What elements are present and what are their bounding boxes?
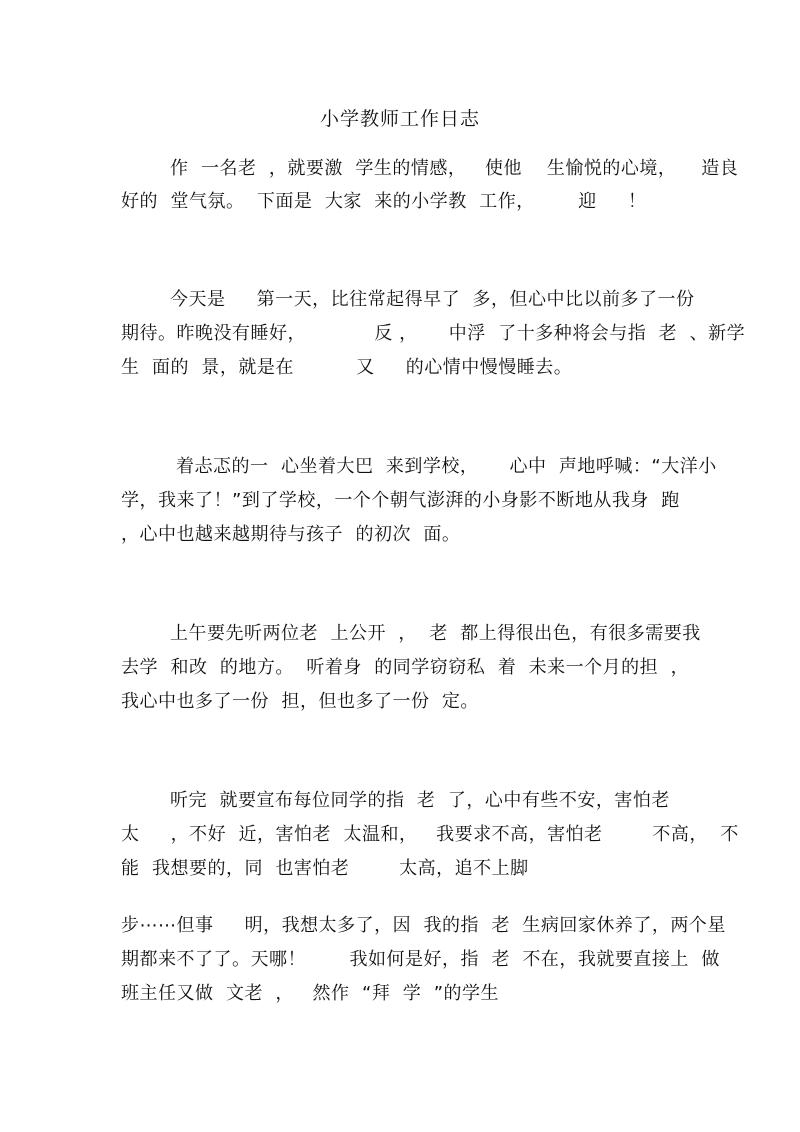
paragraph-4-line-2: 去学 和改 的地方。 听着身 的同学窃窃私 着 未来一个月的担 ， bbox=[121, 657, 690, 678]
paragraph-6-line-2: 期都来不了了。天哪！ 我如何是好，指 老 不在，我就要直接上 做 bbox=[121, 949, 720, 970]
paragraph-6-line-1: 步⋯⋯但事 明，我想太多了，因 我的指 老 生病回家休养了，两个星 bbox=[121, 915, 726, 936]
paragraph-4-line-3: 我心中也多了一份 担，但也多了一份 定。 bbox=[121, 691, 479, 712]
paragraph-1-line-2: 好的 堂气氛。 下面是 大家 来的小学教 工作， 迎 ！ bbox=[121, 191, 647, 212]
paragraph-3-line-3: ，心中也越来越期待与孩子 的初次 面。 bbox=[121, 524, 461, 545]
paragraph-5-line-3: 能 我想要的，同 也害怕老 太高，追不上脚 bbox=[121, 858, 529, 879]
paragraph-5-line-1: 听完 就要宣布每位同学的指 老 了，心中有些不安，害怕老 bbox=[170, 790, 670, 811]
document-title: 小学教师工作日志 bbox=[319, 108, 480, 130]
paragraph-4-line-1: 上午要先听两位老 上公开 ， 老 都上得很出色，有很多需要我 bbox=[170, 623, 701, 644]
paragraph-2-line-2: 期待。昨晚没有睡好， 反 ， 中浮 了十多种将会与指 老 、新学 bbox=[121, 323, 746, 344]
paragraph-1-line-1: 作 一名老 ，就要激 学生的情感， 使他 生愉悦的心境， 造良 bbox=[170, 158, 739, 179]
paragraph-3-line-2: 学，我来了！”到了学校，一个个朝气澎湃的小身影不断地从我身 跑 bbox=[121, 490, 680, 511]
paragraph-6-line-3: 班主任又做 文老 ， 然作 “拜 学 ”的学生 bbox=[121, 983, 500, 1004]
paragraph-2-line-1: 今天是 第一天，比往常起得早了 多，但心中比以前多了一份 bbox=[170, 289, 695, 310]
paragraph-3-line-1: 着忐忑的一 心坐着大巴 来到学校， 心中 声地呼喊：“大洋小 bbox=[176, 456, 717, 477]
paragraph-2-line-3: 生 面的 景，就是在 又 的心情中慢慢睡去。 bbox=[121, 357, 573, 378]
paragraph-5-line-2: 太 ，不好 近，害怕老 太温和， 我要求不高，害怕老 不高， 不 bbox=[121, 824, 739, 845]
